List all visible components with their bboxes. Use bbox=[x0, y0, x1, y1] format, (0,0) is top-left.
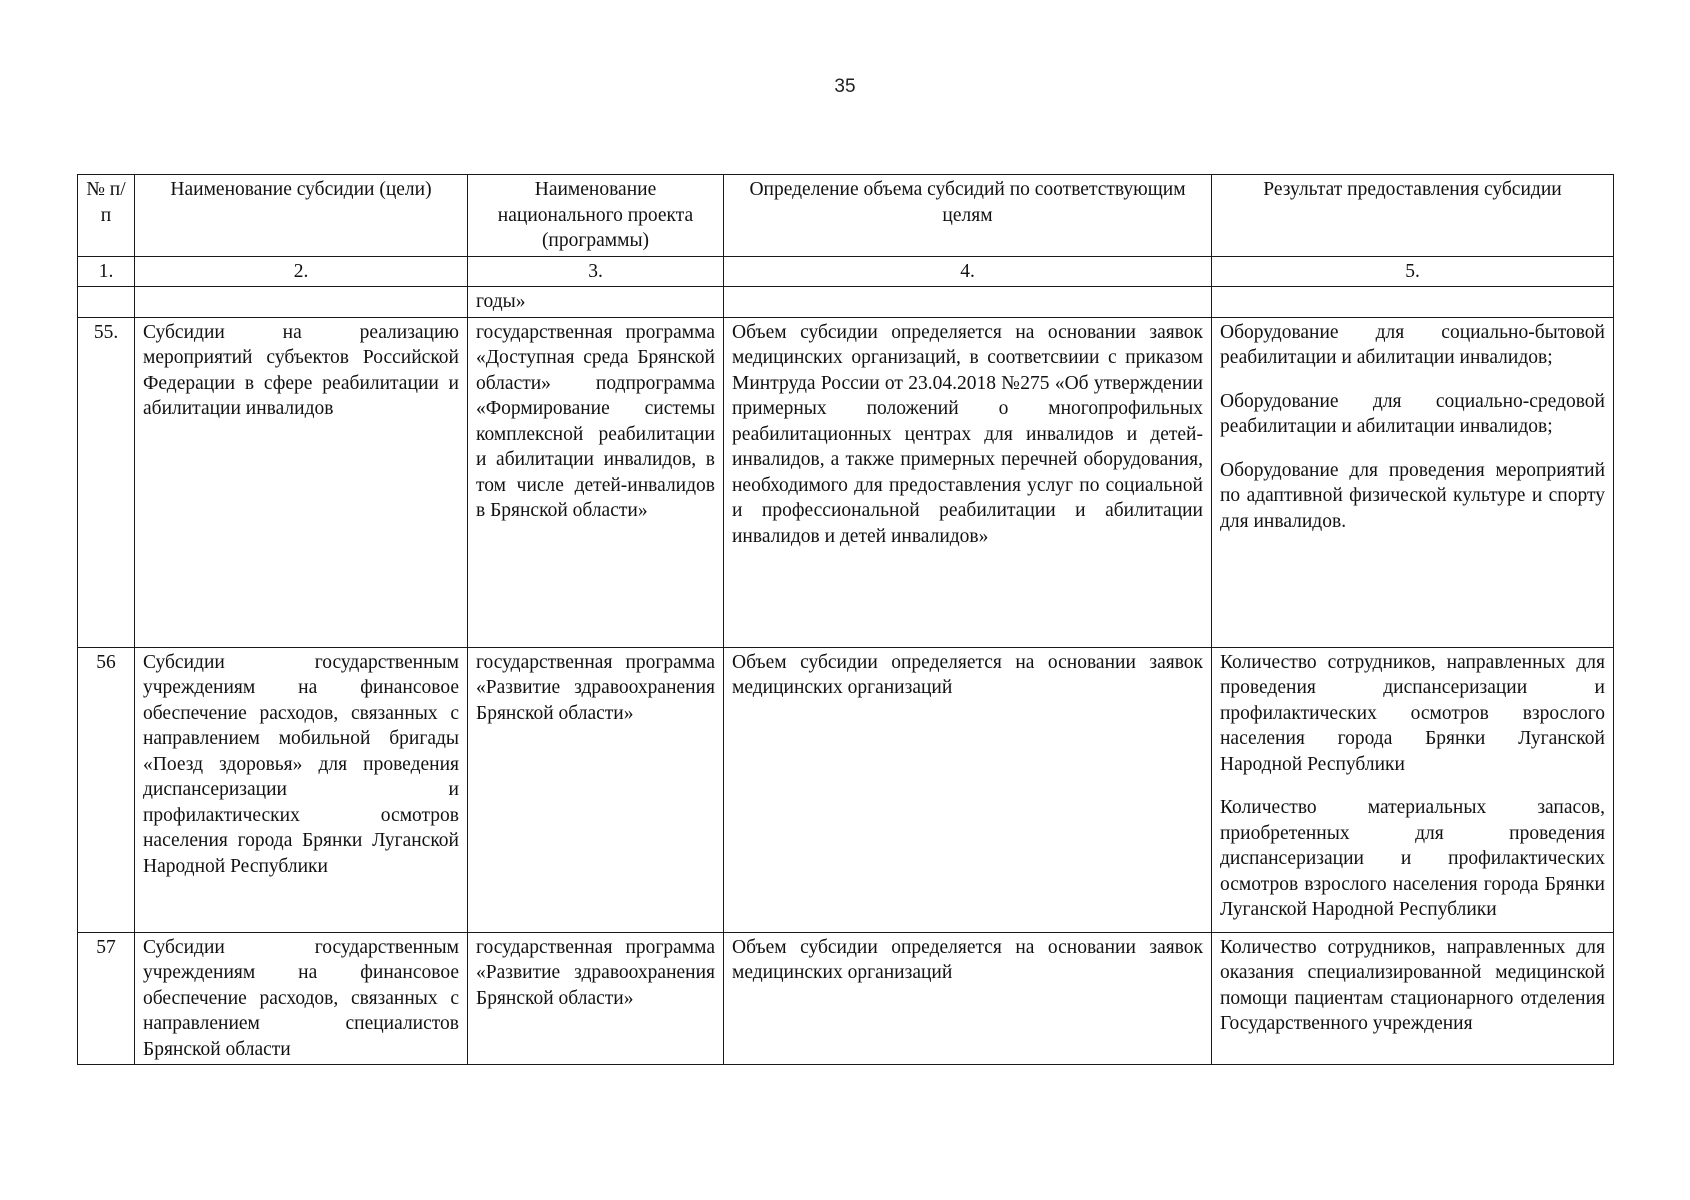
column-number: 5. bbox=[1212, 256, 1614, 287]
table-cell bbox=[724, 287, 1212, 318]
subsidy-name-cell: Субсидии государственным учреждениям на финансовое обеспечение расходов, связанных с направлением мобильной бригады «Поезд здоровья» для проведения диспансеризации и профилактических осмотров населения города Брянки Луганской Народной Республики bbox=[135, 647, 468, 932]
header-program: Наименование национального проекта (программы) bbox=[468, 175, 724, 257]
volume-cell: Объем субсидии определяется на основании заявок медицинских организаций, в соответсвиии с приказом Минтруда России от 23.04.2018 №275 «Об утверждении примерных положений о многопрофильных реабилитационных центрах для инвалидов и детей-инвалидов, а также примерных перечней оборудования, необходимого для предоставления услуг по социальной и профессиональной реабилитации и абилитации инвалидов и детей инвалидов» bbox=[724, 317, 1212, 647]
row-number: 55. bbox=[78, 317, 135, 647]
column-number: 3. bbox=[468, 256, 724, 287]
program-cell: государственная программа «Развитие здравоохранения Брянской области» bbox=[468, 932, 724, 1065]
column-number: 4. bbox=[724, 256, 1212, 287]
volume-cell: Объем субсидии определяется на основании заявок медицинских организаций bbox=[724, 932, 1212, 1065]
column-number: 1. bbox=[78, 256, 135, 287]
continuation-row bbox=[78, 287, 1614, 318]
table-row bbox=[78, 932, 1614, 1065]
header-num: № п/п bbox=[78, 175, 135, 257]
result-item: Оборудование для проведения мероприятий по адаптивной физической культуре и спорту для инвалидов. bbox=[1220, 459, 1605, 532]
result-item: Оборудование для социально-бытовой реабилитации и абилитации инвалидов; bbox=[1220, 321, 1605, 368]
column-number-row bbox=[78, 256, 1614, 287]
volume-cell: Объем субсидии определяется на основании заявок медицинских организаций bbox=[724, 647, 1212, 932]
subsidy-table bbox=[77, 174, 1614, 1065]
table-cell bbox=[1212, 287, 1614, 318]
header-result: Результат предоставления субсидии bbox=[1212, 175, 1614, 257]
header-subsidy-name: Наименование субсидии (цели) bbox=[135, 175, 468, 257]
row-number: 56 bbox=[78, 647, 135, 932]
subsidy-name-cell: Субсидии на реализацию мероприятий субъектов Российской Федерации в сфере реабилитации и абилитации инвалидов bbox=[135, 317, 468, 647]
program-cell: государственная программа «Развитие здравоохранения Брянской области» bbox=[468, 647, 724, 932]
column-number: 2. bbox=[135, 256, 468, 287]
result-cell bbox=[1212, 317, 1614, 647]
header-row bbox=[78, 175, 1614, 257]
row-number: 57 bbox=[78, 932, 135, 1065]
result-cell bbox=[1212, 932, 1614, 1065]
result-item: Количество сотрудников, направленных для оказания специализированной медицинской помощи пациентам стационарного отделения Государственного учреждения bbox=[1220, 936, 1605, 1034]
page-number: 35 bbox=[834, 76, 856, 97]
program-cell: годы» bbox=[468, 287, 724, 318]
header-volume: Определение объема субсидий по соответствующим целям bbox=[724, 175, 1212, 257]
table-row bbox=[78, 317, 1614, 647]
result-cell bbox=[1212, 647, 1614, 932]
subsidy-name-cell: Субсидии государственным учреждениям на финансовое обеспечение расходов, связанных с направлением специалистов Брянской области bbox=[135, 932, 468, 1065]
table-cell bbox=[135, 287, 468, 318]
table-cell bbox=[78, 287, 135, 318]
table-row bbox=[78, 647, 1614, 932]
result-item: Количество сотрудников, направленных для проведения диспансеризации и профилактических осмотров взрослого населения города Брянки Луганской Народной Республики bbox=[1220, 651, 1605, 775]
result-item: Количество материальных запасов, приобретенных для проведения диспансеризации и профилактических осмотров взрослого населения города Брянки Луганской Народной Республики bbox=[1220, 797, 1605, 920]
program-cell: государственная программа «Доступная среда Брянской области» подпрограмма «Формирование системы комплексной реабилитации и абилитации инвалидов, в том числе детей-инвалидов в Брянской области» bbox=[468, 317, 724, 647]
result-item: Оборудование для социально-средовой реабилитации и абилитации инвалидов; bbox=[1220, 390, 1605, 437]
